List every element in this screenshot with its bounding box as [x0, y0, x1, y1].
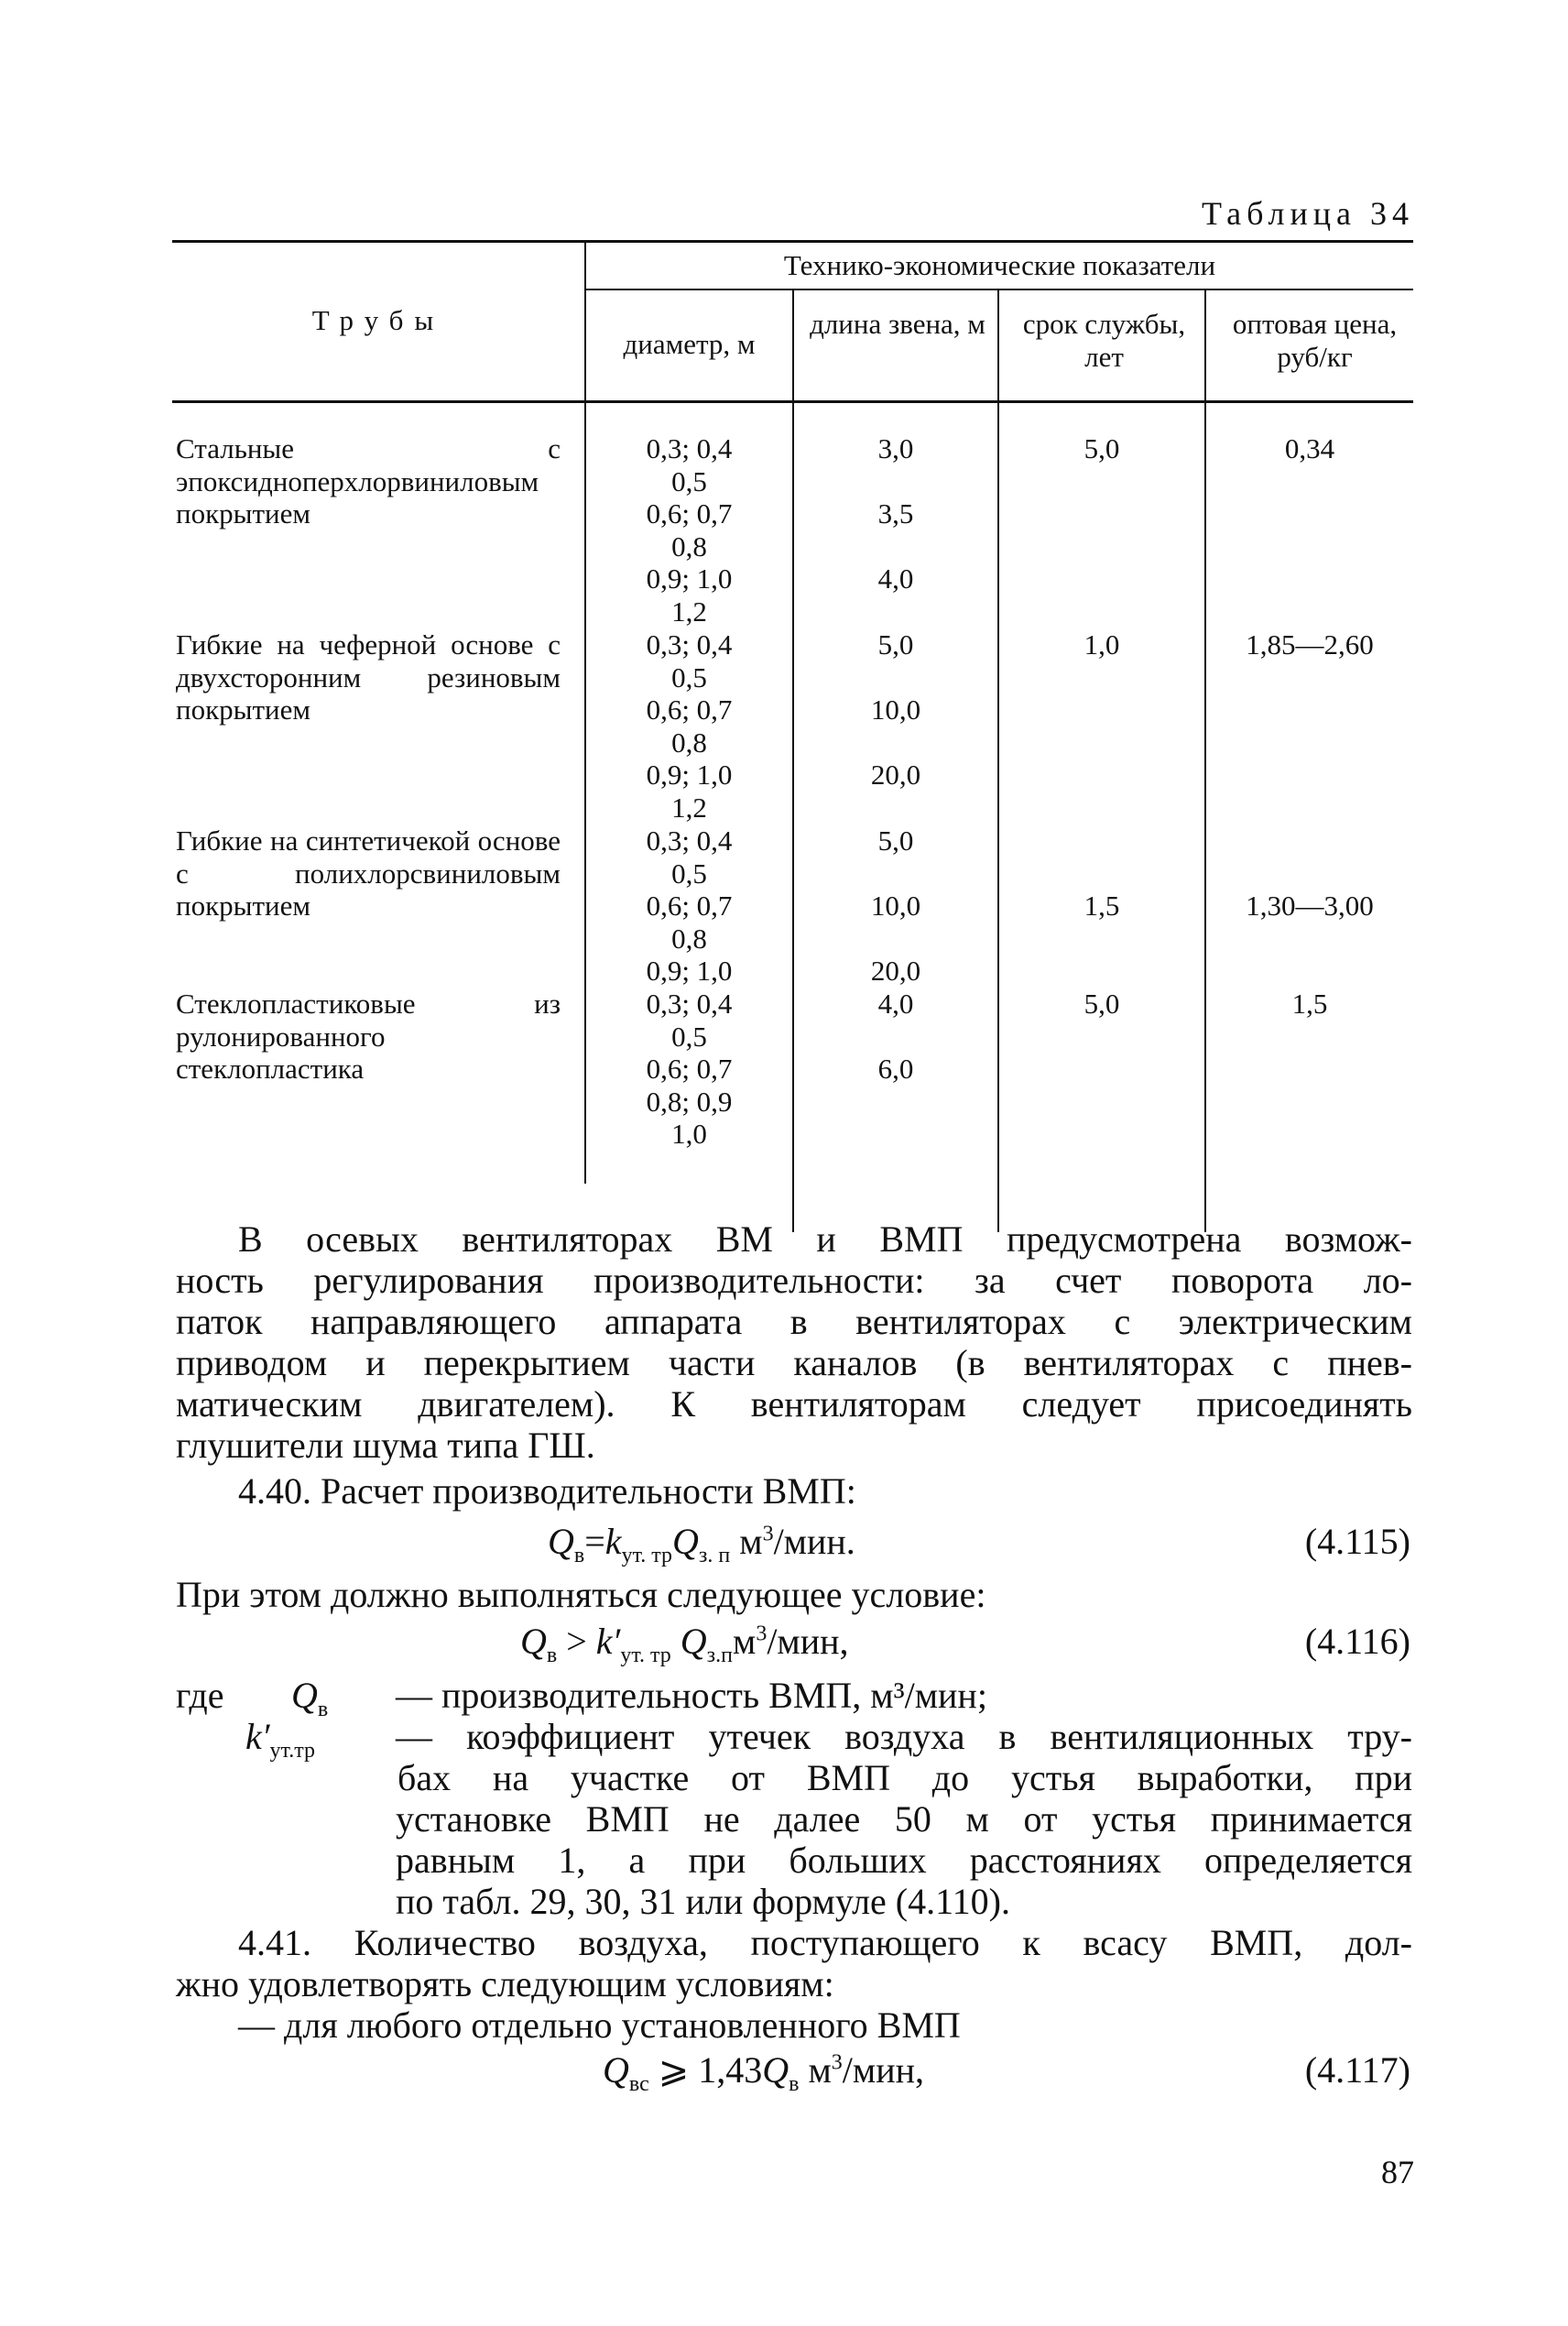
- header-service: срок службы, лет: [1022, 308, 1186, 373]
- p441-line: жно удовлетворять следующим условиям:: [176, 1963, 834, 2004]
- para1-line: ность регулирования производительности: за счет поворота ло-: [176, 1260, 1412, 1301]
- header-group: Технико-экономические показатели: [783, 249, 1216, 281]
- f116-k: k′: [595, 1621, 621, 1662]
- row2-diameters: 0,3; 0,4 0,5 0,6; 0,7 0,8 0,9; 1,0 1,2: [646, 628, 733, 824]
- def1-sub: в: [317, 1698, 329, 1721]
- para1-line: В осевых вентиляторах ВМ и ВМП предусмотрена возмож-: [238, 1218, 1412, 1260]
- f117-unit2: /мин,: [842, 2049, 925, 2091]
- condition-text: При этом должно выполняться следующее условие:: [176, 1574, 986, 1615]
- para1-line: глушители шума типа ГШ.: [176, 1425, 595, 1466]
- row1-service: 5,0: [1083, 432, 1120, 464]
- row1-name: Стальные с эпоксидноперхлорвиниловым покрытием: [176, 432, 561, 530]
- row4-name: Стеклопластиковые из рулонированного стеклопластика: [176, 988, 561, 1086]
- f115-unit: м: [739, 1521, 763, 1562]
- f116-q-sub: в: [546, 1643, 558, 1667]
- f116-q2-sub: з.п: [706, 1643, 733, 1667]
- f117-q2: Q: [762, 2049, 789, 2091]
- para1-line: паток направляющего аппарата в вентиляторах с электрическим: [176, 1301, 1412, 1342]
- formula-4-116-number: (4.116): [1304, 1621, 1410, 1662]
- f115-q2: Q: [672, 1521, 699, 1562]
- def2-sub: ут.тр: [269, 1739, 315, 1763]
- def2-text: [396, 1716, 1412, 1922]
- def2-line: установке ВМП не далее 50 м от устья принимается: [396, 1798, 1412, 1840]
- row4-lengths: 4,0 6,0: [877, 988, 914, 1086]
- header-length: длина звена, м: [810, 308, 985, 340]
- f116-q: Q: [520, 1621, 547, 1662]
- para1-line: приводом и перекрытием части каналов (в вентиляторах с пнев-: [176, 1342, 1412, 1383]
- f117-coef: 1,43: [698, 2049, 763, 2091]
- row1-lengths: 3,0 3,5 4,0: [877, 432, 914, 595]
- f117-unit-sup: 3: [831, 2050, 843, 2075]
- where-label: где: [176, 1675, 224, 1716]
- row1-diameters: 0,3; 0,4 0,5 0,6; 0,7 0,8 0,9; 1,0 1,2: [646, 432, 733, 628]
- def2-sym: k′: [245, 1716, 270, 1757]
- row2-service: 1,0: [1083, 628, 1120, 661]
- f116-k-sub: ут. тр: [620, 1643, 671, 1667]
- formula-4-117: [603, 2048, 924, 2097]
- header-pipes: Трубы: [311, 304, 445, 336]
- f116-op: >: [566, 1621, 587, 1662]
- f115-q2-sub: з. п: [698, 1544, 731, 1567]
- data-table: [172, 240, 1413, 1184]
- f116-unit-sup: 3: [756, 1622, 768, 1646]
- row3-price: 1,30—3,00: [1246, 890, 1374, 922]
- def2-line: равным 1, а при больших расстояниях определяется: [396, 1840, 1412, 1881]
- row2-lengths: 5,0 10,0 20,0: [870, 628, 921, 792]
- f115-eq: =: [584, 1521, 605, 1562]
- table-caption: Таблица 34: [1202, 195, 1414, 232]
- def1-text: — производительность ВМП, м³/мин;: [396, 1675, 987, 1716]
- section-4-40: 4.40. Расчет производительности ВМП:: [238, 1470, 856, 1512]
- row4-diameters: 0,3; 0,4 0,5 0,6; 0,7 0,8; 0,9 1,0: [646, 988, 733, 1151]
- f117-unit: м: [808, 2049, 832, 2091]
- row3-service: 1,5: [1083, 890, 1120, 922]
- paragraph-fans: [176, 1218, 1412, 1466]
- col-rule-4: [1204, 289, 1206, 1232]
- p441-line: 4.41. Количество воздуха, поступающего к всасу ВМП, дол-: [238, 1922, 1412, 1963]
- f116-unit2: /мин,: [767, 1621, 849, 1662]
- f115-unit-sup: 3: [762, 1522, 774, 1546]
- row4-price: 1,5: [1291, 988, 1328, 1020]
- header-price: оптовая цена, руб/кг: [1232, 308, 1398, 373]
- f116-q2: Q: [680, 1621, 707, 1662]
- def2-line: по табл. 29, 30, 31 или формуле (4.110).: [396, 1881, 1010, 1922]
- section-4-41: [176, 1922, 1412, 2004]
- dash-item: — для любого отдельно установленного ВМП: [238, 2004, 961, 2046]
- formula-4-115: [548, 1520, 855, 1568]
- header-diameter: диаметр, м: [623, 328, 756, 360]
- f117-q2-sub: в: [789, 2072, 800, 2096]
- def1-sym: Q: [291, 1675, 318, 1716]
- row1-price: 0,34: [1284, 432, 1335, 464]
- f117-op: ⩾: [658, 2049, 690, 2091]
- f117-q: Q: [603, 2049, 629, 2091]
- formula-4-115-number: (4.115): [1304, 1521, 1410, 1562]
- row2-price: 1,85—2,60: [1246, 628, 1374, 661]
- def2-line: бах на участке от ВМП до устья выработки, при: [397, 1757, 1412, 1798]
- f115-q: Q: [548, 1521, 574, 1562]
- f115-k: k: [604, 1521, 622, 1562]
- def2-symbol: [245, 1716, 315, 1772]
- row3-name: Гибкие на синтетичекой основе с полихлорсвиниловым покрытием: [176, 824, 561, 923]
- col-rule-3: [997, 289, 999, 1232]
- row2-name: Гибкие на чеферной основе с двухсторонним резиновым покрытием: [176, 628, 561, 726]
- f115-k-sub: ут. тр: [621, 1544, 673, 1567]
- para1-line: матическим двигателем). К вентиляторам следует присоединять: [176, 1383, 1412, 1425]
- row4-service: 5,0: [1083, 988, 1120, 1020]
- f117-q-sub: вс: [628, 2072, 649, 2096]
- table-top-rule: [172, 240, 1413, 243]
- page-number: 87: [1381, 2154, 1414, 2190]
- formula-4-117-number: (4.117): [1304, 2049, 1410, 2091]
- f115-unit2: /мин.: [773, 1521, 855, 1562]
- def2-line: — коэффициент утечек воздуха в вентиляционных тру-: [396, 1716, 1412, 1757]
- row3-lengths: 5,0 10,0 20,0: [870, 824, 921, 988]
- row3-diameters: 0,3; 0,4 0,5 0,6; 0,7 0,8 0,9; 1,0: [646, 824, 733, 988]
- f116-unit: м: [733, 1621, 757, 1662]
- formula-4-116: [520, 1620, 849, 1668]
- f115-q-sub: в: [573, 1544, 585, 1567]
